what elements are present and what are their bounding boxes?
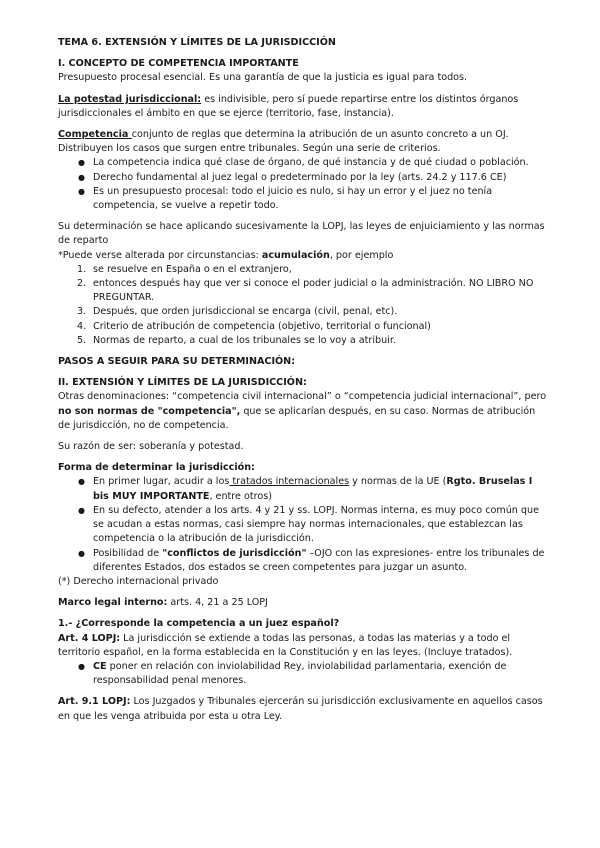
list-number: 1.: [77, 263, 87, 275]
ce-bullets: [58, 660, 548, 688]
term-competencia: Competencia: [58, 129, 132, 141]
list-text: entonces después hay que ver si conoce el poder judicial o la administración. NO LIBRO NO PREGUNTAR.: [93, 278, 534, 304]
list-text: se resuelve en España o en el extranjero,: [93, 263, 292, 275]
note-dip: (*) Derecho internacional privado: [58, 575, 219, 587]
alterada-post: , por ejemplo: [329, 249, 394, 261]
list-item: ● La competencia indica qué clase de órgano, de qué instancia y de qué ciudad o población.: [58, 156, 548, 170]
list-number: 2.: [77, 278, 87, 290]
b1-pre: En primer lugar, acudir a los: [93, 476, 230, 488]
list-number: 5.: [77, 334, 87, 346]
art91-bold: Art. 9.1 LOPJ:: [58, 696, 131, 708]
paragraph-art91: [58, 695, 548, 723]
b1-mid: y normas de la UE (: [349, 476, 447, 488]
list-item: ● Es un presupuesto procesal: todo el juicio es nulo, si hay un error y el juez no tenía competencia, se vuelve a repetir todo.: [58, 185, 548, 213]
list-item: [58, 320, 548, 334]
list-text: Criterio de atribución de competencia (objetivo, territorial o funcional): [93, 320, 431, 332]
marco-text: arts. 4, 21 a 25 LOPJ: [167, 597, 268, 609]
b1-bold: Rgto. Bruselas I bis MUY IMPORTANTE: [93, 476, 533, 502]
b1-underlined: tratados internacionales: [229, 476, 350, 488]
list-item: [58, 660, 548, 688]
paragraph-determinacion: Su determinación se hace aplicando sucesivamente la LOPJ, las leyes de enjuiciamiento y las normas de reparto: [58, 221, 545, 247]
list-item: ● Derecho fundamental al juez legal o predeterminado por la ley (arts. 24.2 y 117.6 CE): [58, 171, 548, 185]
art4-bold: Art. 4 LOPJ:: [58, 632, 121, 644]
potestad-text: es indivisible, pero sí puede repartirse entre los distintos órganos jurisdiccionales el ámbito en que se ejerce (territorio, fase, instancia).: [58, 93, 519, 119]
list-item: [58, 263, 548, 277]
section-1-heading: I. CONCEPTO DE COMPETENCIA IMPORTANTE: [58, 58, 299, 70]
list-item: [58, 334, 548, 348]
paragraph-marco: [58, 596, 548, 610]
paragraph-presupuesto: Presupuesto procesal esencial. Es una garantía de que la justicia es igual para todos.: [58, 72, 468, 84]
alterada-bold: acumulación: [261, 249, 330, 261]
pasos-heading: PASOS A SEGUIR PARA SU DETERMINACIÓN:: [58, 356, 296, 368]
document-title: TEMA 6. EXTENSIÓN Y LÍMITES DE LA JURISDICCIÓN: [58, 37, 336, 48]
competencia-bullets: [58, 156, 548, 213]
list-item: [58, 277, 548, 305]
paragraph-alterada: [58, 249, 548, 263]
list-item: [58, 475, 548, 503]
marco-bold: Marco legal interno:: [58, 597, 168, 609]
b1-post: , entre otros): [209, 490, 272, 502]
section-2-heading: II. EXTENSIÓN Y LÍMITES DE LA JURISDICCIÓN:: [58, 377, 307, 389]
list-text: Después, que orden jurisdiccional se encarga (civil, penal, etc).: [93, 306, 398, 318]
list-number: 4.: [77, 320, 87, 332]
ce-text: poner en relación con inviolabilidad Rey, inviolabilidad parlamentaria, exención de responsabilidad penal menores.: [93, 660, 507, 687]
denom-post: que se aplicarían después, en su caso. Normas de atribución de jurisdicción, no de competencia.: [58, 405, 536, 431]
forma-heading: Forma de determinar la jurisdicción:: [58, 462, 255, 474]
art4-text: La jurisdicción se extiende a todas las personas, a todas las materias y a todo el territorio español, en la forma establecida en la Constitución y en las leyes. (Incluye tratados).: [58, 632, 513, 658]
paragraph-competencia: [58, 128, 548, 156]
b3-pre: Posibilidad de: [93, 547, 163, 559]
paragraph-denominaciones: [58, 390, 548, 433]
paragraph-art4: [58, 632, 548, 660]
list-item: [58, 305, 548, 319]
paragraph-potestad: [58, 93, 548, 121]
competencia-text: conjunto de reglas que determina la atribución de un asunto concreto a un OJ. Distribuyen los casos que surgen entre tribunales. Según una serie de criterios.: [58, 129, 509, 155]
paragraph-razon: Su razón de ser: soberanía y potestad.: [58, 441, 244, 453]
list-item: [58, 547, 548, 575]
steps-list: [58, 263, 548, 348]
term-potestad: La potestad jurisdiccional:: [58, 93, 202, 105]
denom-pre: Otras denominaciones: “competencia civil internacional” o “competencia judicial internacional”, pero: [58, 391, 547, 403]
art91-text: Los Juzgados y Tribunales ejercerán su jurisdicción exclusivamente en aquellos casos en que les venga atribuida por esta u otra Ley.: [58, 696, 543, 722]
b3-post: –OJO con las expresiones- entre los tribunales de diferentes Estados, dos estados se creen competentes para juzgar un asunto.: [93, 547, 545, 573]
denom-bold: no son normas de "competencia",: [58, 405, 241, 417]
alterada-pre: *Puede verse alterada por circunstancias:: [58, 249, 262, 261]
forma-bullets: [58, 475, 548, 574]
question-1: 1.- ¿Corresponde la competencia a un juez español?: [58, 618, 340, 630]
list-number: 3.: [77, 306, 87, 318]
list-item: ● En su defecto, atender a los arts. 4 y 21 y ss. LOPJ. Normas interna, es muy poco común que se acudan a estas normas, casi siempre hay normas internacionales, que establezcan las competencia o la atribución de la jurisdicción.: [58, 504, 548, 547]
ce-bold: CE: [93, 660, 107, 672]
b3-bold: "conflictos de jurisdicción": [162, 547, 307, 559]
list-text: Normas de reparto, a cual de los tribunales se lo voy a atribuir.: [93, 334, 396, 346]
